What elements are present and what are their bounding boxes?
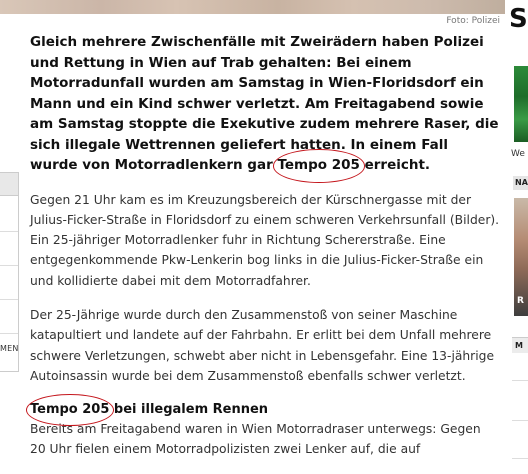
right-box-header-2: M [512, 337, 528, 353]
lead-text-end: erreicht. [359, 157, 431, 173]
divider [0, 231, 18, 232]
article-photo[interactable] [0, 0, 505, 14]
divider [512, 380, 528, 381]
left-sidebar-box [0, 172, 19, 372]
divider [512, 458, 528, 459]
divider [0, 265, 18, 266]
left-sidebar-box-header [0, 173, 18, 196]
subhead-highlight-text: Tempo 205 [30, 402, 110, 418]
lead-text: Gleich mehrere Zwischenfälle mit Zweirädern haben Polizei und Rettung in Wien auf Trab gehalten: Bei einem Motorradunfall wurden am Samstag in Wien-Floridsdorf ein Mann und ein Kind schwer verletzt. Am Freitagabend sowie am Samstag stoppte die Exekutive zudem mehrere Raser, die sich illegale Wettrennen geliefert hatten. In einem Fall wurde von Motorradlenkern gar [30, 34, 499, 173]
article-body [30, 32, 500, 460]
paragraph-3: Bereits am Freitagabend waren in Wien Motorradraser unterwegs: Gegen 20 Uhr fielen einem Motorradpolizisten zwei Lenker auf, die auf [30, 422, 481, 457]
right-teaser-label: R [517, 296, 524, 306]
lead-highlight-text: Tempo 205 [277, 157, 360, 173]
subhead-text: bei illegalem Rennen [109, 402, 269, 418]
left-sidebar-link[interactable]: MEN [0, 344, 19, 353]
photo-credit: Foto: Polizei [446, 16, 500, 26]
right-box-header: NA [513, 176, 528, 190]
article-lead [30, 32, 500, 176]
divider [512, 420, 528, 421]
divider [0, 333, 18, 334]
highlight-circle-tempo-subhead [30, 400, 109, 419]
divider [0, 299, 18, 300]
right-ad-banner[interactable] [514, 66, 528, 142]
left-sidebar [0, 0, 22, 474]
paragraph-2: Der 25-Jährige wurde durch den Zusammenstoß von seiner Maschine katapultiert und landete auf der Fahrbahn. Er erlitt bei dem Unfall mehrere schwere Verletzungen, schwebt aber nicht in Lebensgefahr. Eine 13-jährige Autoinsassin wurde bei dem Zusammenstoß ebenfalls schwer verletzt. [30, 307, 495, 383]
right-sidebar-text[interactable]: We [511, 149, 525, 159]
site-logo-fragment[interactable]: S [509, 4, 528, 34]
section-subhead [30, 400, 500, 419]
paragraph-1: Gegen 21 Uhr kam es im Kreuzungsbereich der Kürschnergasse mit der Julius-Ficker-Straße in Floridsdorf zu einem schweren Verkehrsunfall (Bilder). Ein 25-jähriger Motorradlenker fuhr in Richtung Schererstraße. Eine entgegenkommende Pkw-Lenkerin bog links in die Julius-Ficker-Straße ein und kollidierte dabei mit dem Motorradfahrer. [30, 192, 500, 288]
highlight-circle-tempo-lead [277, 155, 359, 176]
